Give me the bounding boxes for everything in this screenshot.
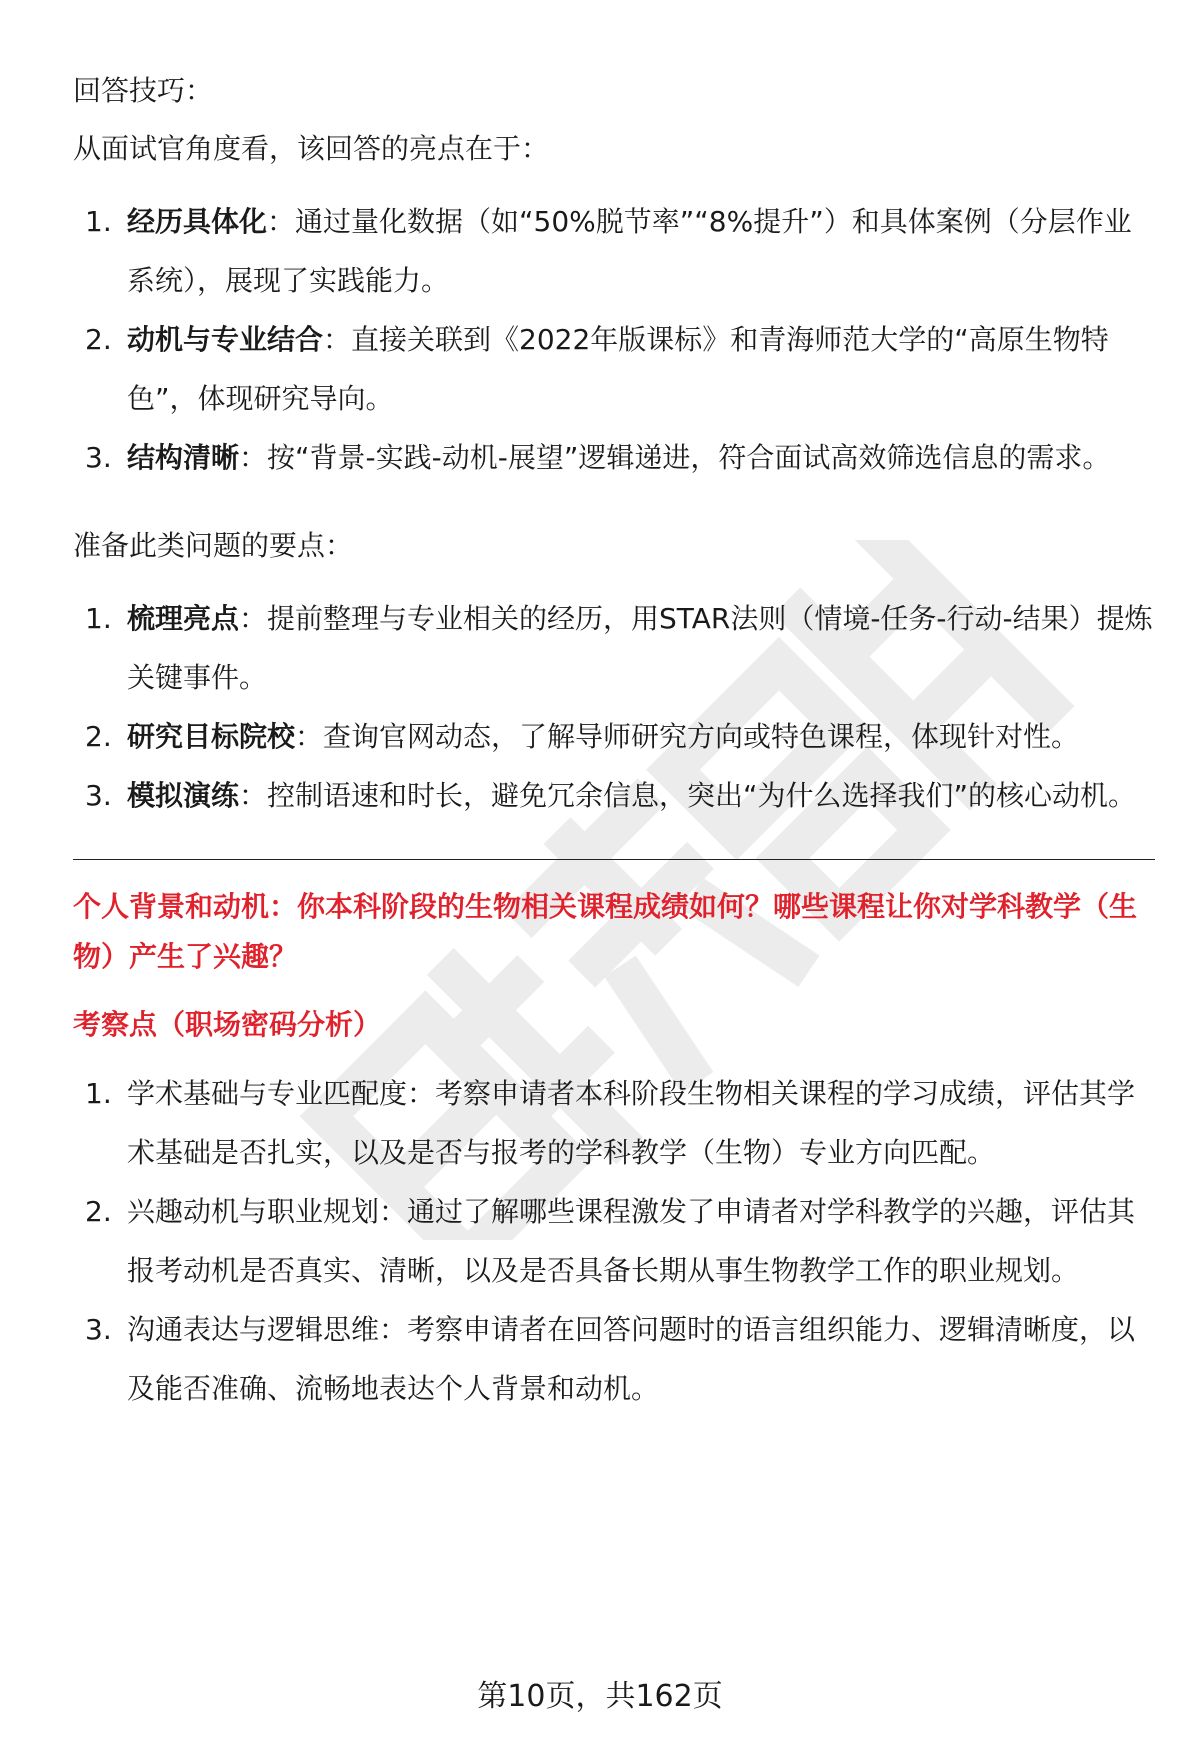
list-number: 1.	[85, 602, 112, 635]
list-item-text: ：提前整理与专业相关的经历，用STAR法则（情境-任务-行动-结果）提炼关键事件。	[127, 602, 1153, 694]
list-number: 3.	[85, 779, 112, 812]
list-item-text: ：直接关联到《2022年版课标》和青海师范大学的“高原生物特色”，体现研究导向。	[127, 323, 1109, 415]
list-number: 3.	[85, 441, 112, 474]
page-number: 第10页，共162页	[477, 1679, 723, 1714]
document-body	[73, 62, 1155, 1426]
highlights-list	[73, 192, 1155, 487]
list-item	[73, 1182, 1155, 1300]
answer-tips-intro: 从面试官角度看，该回答的亮点在于：	[73, 132, 550, 165]
list-item-keyword: 经历具体化	[127, 205, 268, 238]
list-item-text: 沟通表达与逻辑思维：考察申请者在回答问题时的语言组织能力、逻辑清晰度，以及能否准确、流畅地表达个人背景和动机。	[127, 1313, 1136, 1405]
list-number: 1.	[85, 1077, 112, 1110]
list-item	[73, 192, 1155, 310]
section-divider	[73, 859, 1155, 860]
list-item	[73, 428, 1155, 487]
list-item-text: ：控制语速和时长，避免冗余信息，突出“为什么选择我们”的核心动机。	[239, 779, 1137, 812]
list-number: 2.	[85, 323, 112, 356]
list-item-keyword: 模拟演练	[127, 779, 240, 812]
list-number: 2.	[85, 1195, 112, 1228]
list-item	[73, 310, 1155, 428]
list-number: 3.	[85, 1313, 112, 1346]
list-item-keyword: 研究目标院校	[127, 720, 296, 753]
list-item	[73, 766, 1155, 825]
spacer	[73, 495, 1155, 517]
prep-points-list	[73, 589, 1155, 825]
list-item-text: 学术基础与专业匹配度：考察申请者本科阶段生物相关课程的学习成绩，评估其学术基础是否扎实，以及是否与报考的学科教学（生物）专业方向匹配。	[127, 1077, 1136, 1169]
analysis-subtitle: 考察点（职场密码分析）	[73, 1008, 382, 1041]
list-item-text: ：通过量化数据（如“50%脱节率”“8%提升”）和具体案例（分层作业系统），展现了实践能力。	[127, 205, 1132, 297]
list-item-keyword: 结构清晰	[127, 441, 240, 474]
list-item	[73, 589, 1155, 707]
prep-points-heading: 准备此类问题的要点：	[73, 529, 354, 562]
list-number: 1.	[85, 205, 112, 238]
list-item-keyword: 动机与专业结合	[127, 323, 324, 356]
list-item	[73, 1064, 1155, 1182]
list-item	[73, 707, 1155, 766]
question-title: 个人背景和动机：你本科阶段的生物相关课程成绩如何？哪些课程让你对学科教学（生物）产生了兴趣？	[73, 890, 1138, 973]
list-item-text: ：按“背景-实践-动机-展望”逻辑递进，符合面试高效筛选信息的需求。	[239, 441, 1111, 474]
list-number: 2.	[85, 720, 112, 753]
list-item-keyword: 梳理亮点	[127, 602, 240, 635]
answer-tips-heading: 回答技巧：	[73, 74, 214, 107]
list-item-text: 兴趣动机与职业规划：通过了解哪些课程激发了申请者对学科教学的兴趣，评估其报考动机是否真实、清晰，以及是否具备长期从事生物教学工作的职业规划。	[127, 1195, 1136, 1287]
list-item-text: ：查询官网动态，了解导师研究方向或特色课程，体现针对性。	[295, 720, 1080, 753]
list-item	[73, 1300, 1155, 1418]
analysis-points-list	[73, 1064, 1155, 1418]
